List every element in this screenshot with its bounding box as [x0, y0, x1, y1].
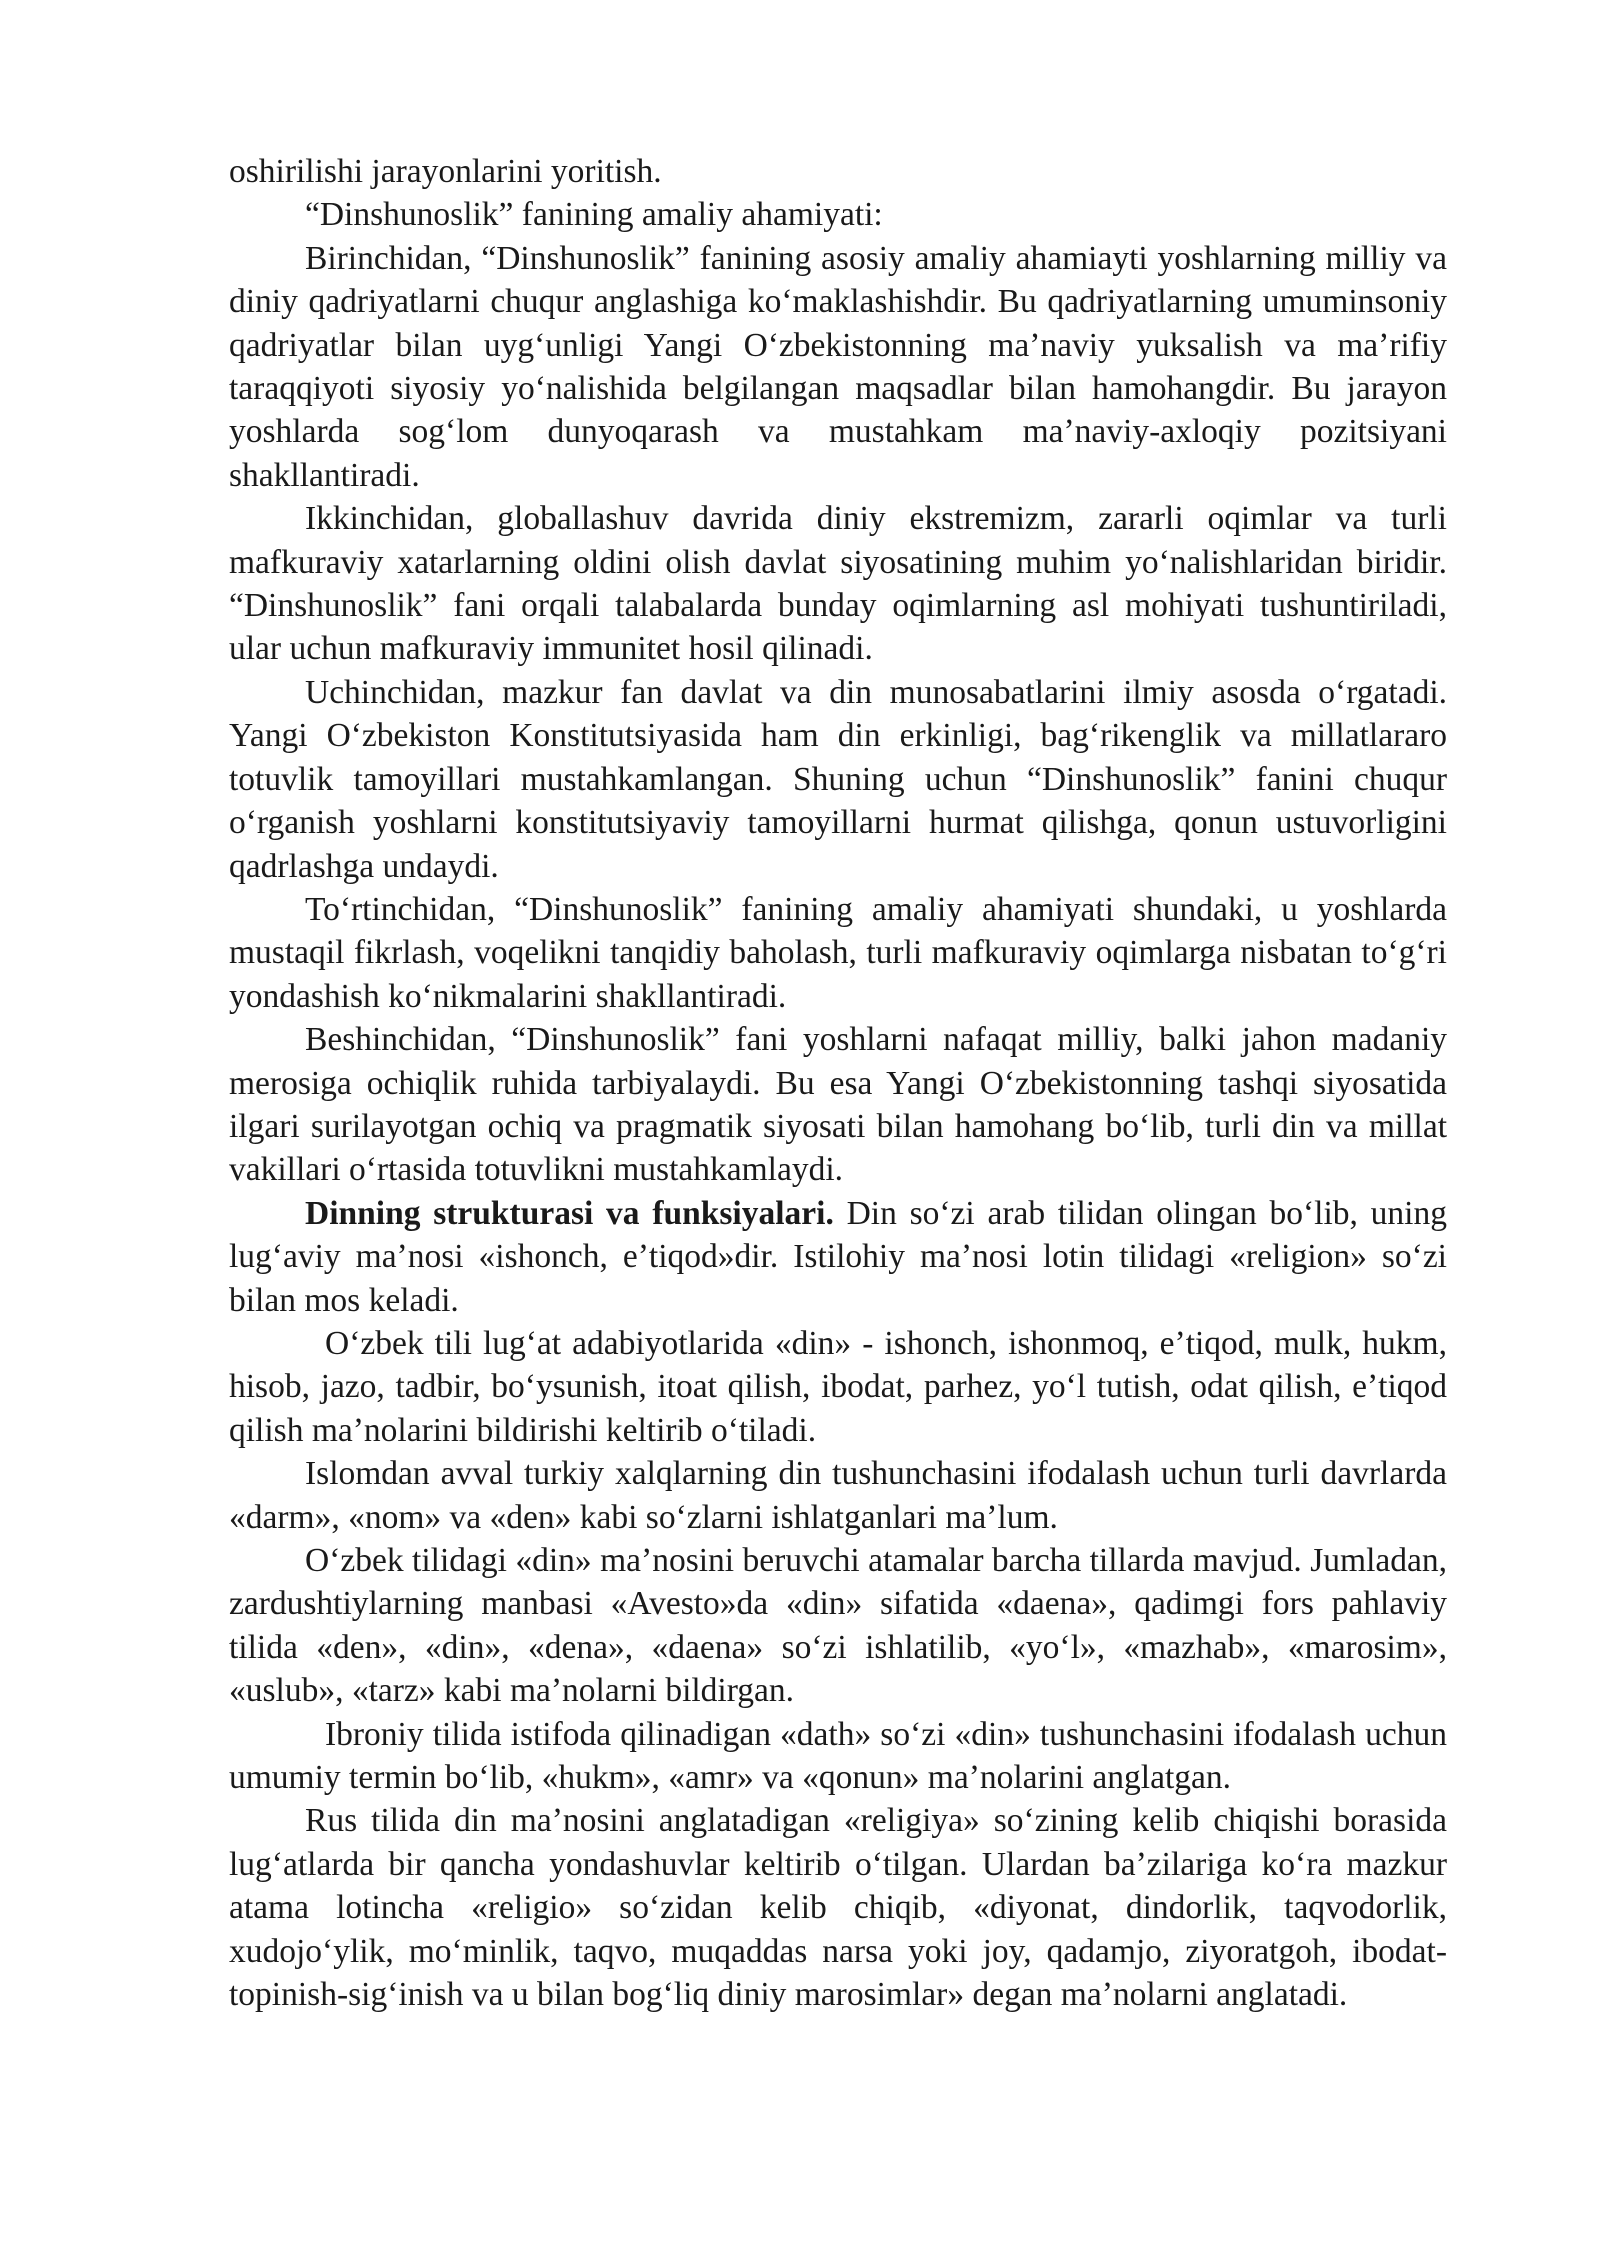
paragraph-second: Ikkinchidan, globallashuv davrida diniy ekstremizm, zararli oqimlar va turli mafkuraviy xatarlarning oldini olish davlat siyosatining muhim yoʻnalishlaridan biridir. “Dinshunoslik” fani orqali talabalarda bunday oqimlarning asl mohiyati tushuntiriladi, ular uchun mafkuraviy immunitet hosil qilinadi. — [229, 500, 1447, 668]
paragraph-other-languages: Oʻzbek tilidagi «din» maʼnosini beruvchi atamalar barcha tillarda mavjud. Jumladan, zardushtiylarning manbasi «Avesto»da «din» sifatida «daena», qadimgi fors pahlaviy tilida «den», «din», «dena», «daena» soʻzi ishlatilib, «yoʻl», «mazhab», «marosim», «uslub», «tarz» kabi maʼnolarni bildirgan. — [229, 1542, 1447, 1710]
paragraph-turkic-peoples: Islomdan avval turkiy xalqlarning din tushunchasini ifodalash uchun turli davrlarda «darm», «nom» va «den» kabi soʻzlarni ishlatganlari maʼlum. — [229, 1455, 1447, 1536]
document-page — [229, 150, 1447, 2016]
paragraph-fourth: Toʻrtinchidan, “Dinshunoslik” fanining amaliy ahamiyati shundaki, u yoshlarda mustaqil fikrlash, voqelikni tanqidiy baholash, turli mafkuraviy oqimlarga nisbatan toʻgʻri yondashish koʻnikmalarini shakllantiradi. — [229, 890, 1447, 1015]
paragraph-fifth: Beshinchidan, “Dinshunoslik” fani yoshlarni nafaqat milliy, balki jahon madaniy merosiga ochiqlik ruhida tarbiyalaydi. Bu esa Yangi Oʻzbekistonning tashqi siyosatida ilgari surilayotgan ochiq va pragmatik siyosati bilan hamohang boʻlib, turli din va millat vakillari oʻrtasida totuvlikni mustahkamlaydi. — [229, 1021, 1447, 1189]
paragraph-practical-importance-intro: “Dinshunoslik” fanining amaliy ahamiyati: — [305, 196, 883, 234]
paragraph-hebrew: Ibroniy tilida istifoda qilinadigan «dath» soʻzi «din» tushunchasini ifodalash uchun umumiy termin boʻlib, «hukm», «amr» va «qonun» maʼnolarini anglatgan. — [229, 1715, 1447, 1797]
paragraph-russian: Rus tilida din maʼnosini anglatadigan «religiya» soʻzining kelib chiqishi borasida lugʻatlarda bir qancha yondashuvlar keltirib oʻtilgan. Ulardan baʼzilariga koʻra mazkur atama lotincha «religio» soʻzidan kelib chiqib, «diyonat, dindorlik, taqvodorlik, xudojoʻylik, moʻminlik, taqvo, muqaddas narsa yoki joy, qadamjo, ziyoratgoh, ibodat-topinish-sigʻinish va u bilan bogʻliq diniy marosimlar» degan maʼnolarni anglatadi. — [229, 1802, 1447, 2014]
paragraph-structure-functions — [229, 1192, 1447, 1322]
section-heading: Dinning strukturasi va funksiyalari. — [305, 1194, 834, 1232]
paragraph-third: Uchinchidan, mazkur fan davlat va din munosabatlarini ilmiy asosda oʻrgatadi. Yangi Oʻzbekiston Konstitutsiyasida ham din erkinligi, bagʻrikenglik va millatlararo totuvlik tamoyillari mustahkamlangan. Shuning uchun “Dinshunoslik” fanini chuqur oʻrganish yoshlarni konstitutsiyaviy tamoyillarni hurmat qilishga, qonun ustuvorligini qadrlashga undaydi. — [229, 673, 1447, 885]
paragraph-uzbek-dictionary: Oʻzbek tili lugʻat adabiyotlarida «din» - ishonch, ishonmoq, eʼtiqod, mulk, hukm, hisob, jazo, tadbir, boʻysunish, itoat qilish, ibodat, parhez, yoʻl tutish, odat qilish, eʼtiqod qilish maʼnolarini bildirishi keltirib oʻtiladi. — [229, 1324, 1447, 1449]
paragraph-first: Birinchidan, “Dinshunoslik” fanining asosiy amaliy ahamiayti yoshlarning milliy va diniy qadriyatlarni chuqur anglashiga koʻmaklashishdir. Bu qadriyatlarning umuminsoniy qadriyatlar bilan uygʻunligi Yangi Oʻzbekistonning maʼnaviy yuksalish va maʼrifiy taraqqiyoti siyosiy yoʻnalishida belgilangan maqsadlar bilan hamohangdir. Bu jarayon yoshlarda sogʻlom dunyoqarash va mustahkam maʼnaviy-axloqiy pozitsiyani shakllantiradi. — [229, 239, 1447, 494]
paragraph-continuation: oshirilishi jarayonlarini yoritish. — [229, 153, 662, 190]
section-heading-body: Din soʻzi arab tilidan olingan boʻlib, uning lugʻaviy maʼnosi «ishonch, eʼtiqod»dir. Istilohiy maʼnosi lotin tilidagi «religion» soʻzi bilan mos keladi. — [229, 1194, 1447, 1319]
